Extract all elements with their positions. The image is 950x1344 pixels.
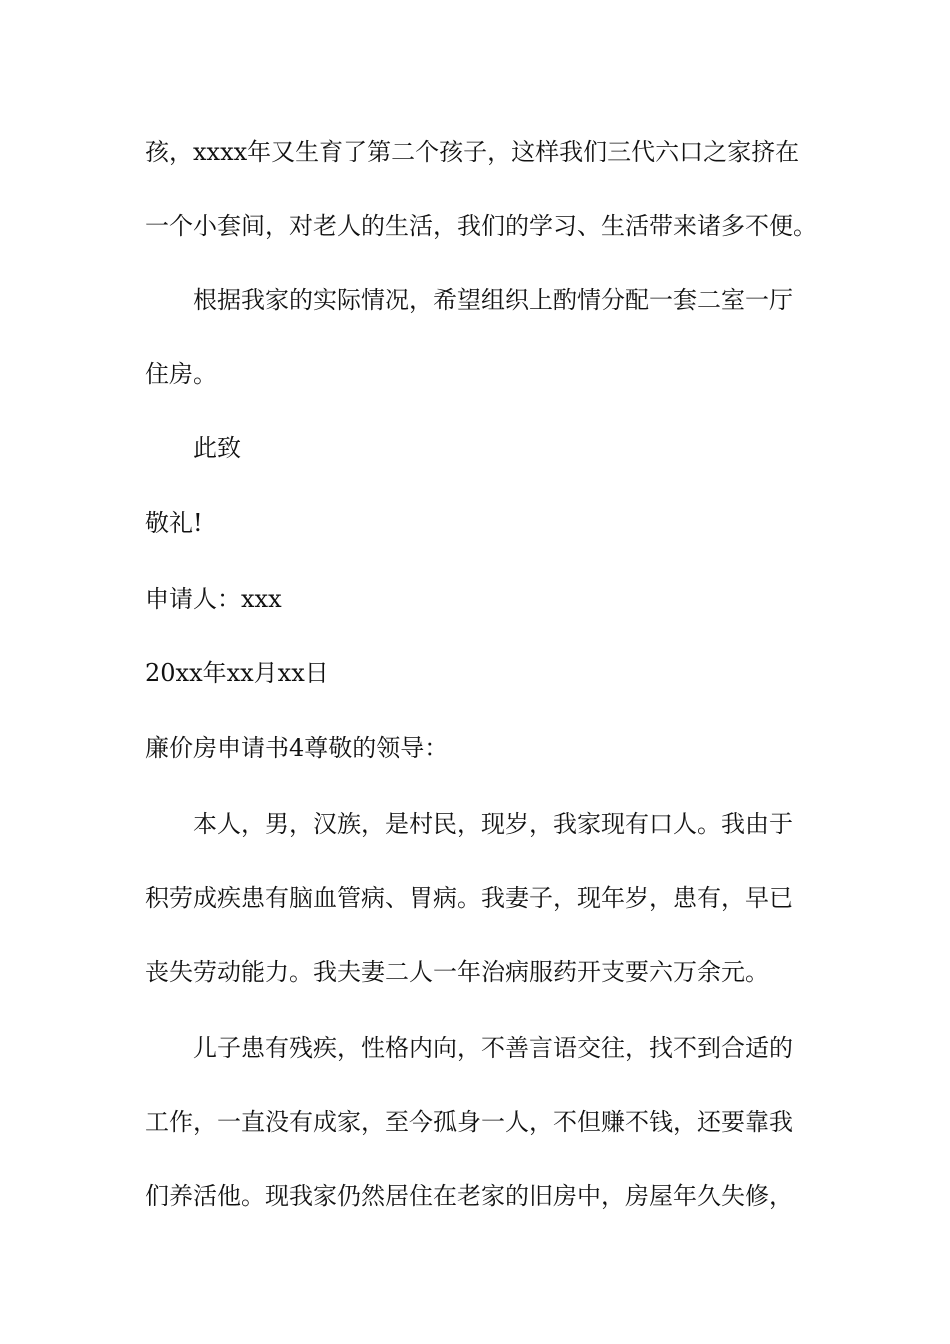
paragraph-start-line: 儿子患有残疾，性格内向，不善言语交往，找不到合适的: [193, 1034, 793, 1062]
text-line: 一个小套间，对老人的生活，我们的学习、生活带来诸多不便。: [145, 212, 817, 240]
applicant-line: 申请人：xxx: [145, 585, 282, 613]
text-line: 住房。: [145, 360, 217, 388]
text-line: 积劳成疾患有脑血管病、胃病。我妻子，现年岁，患有，早已: [145, 884, 793, 912]
text-line: 们养活他。现我家仍然居住在老家的旧房中，房屋年久失修，: [145, 1182, 793, 1210]
text-line: 工作，一直没有成家，至今孤身一人，不但赚不钱，还要靠我: [145, 1108, 793, 1136]
text-line: 孩，xxxx年又生育了第二个孩子，这样我们三代六口之家挤在: [145, 138, 800, 166]
section-heading: 廉价房申请书4尊敬的领导：: [145, 734, 449, 762]
salutation: 敬礼!: [145, 509, 203, 537]
date-line: 20xx年xx月xx日: [145, 659, 329, 687]
closing-phrase: 此致: [193, 434, 241, 462]
paragraph-start-line: 根据我家的实际情况，希望组织上酌情分配一套二室一厅: [193, 286, 793, 314]
paragraph-start-line: 本人，男，汉族，是村民，现岁，我家现有口人。我由于: [193, 810, 793, 838]
text-line: 丧失劳动能力。我夫妻二人一年治病服药开支要六万余元。: [145, 958, 769, 986]
